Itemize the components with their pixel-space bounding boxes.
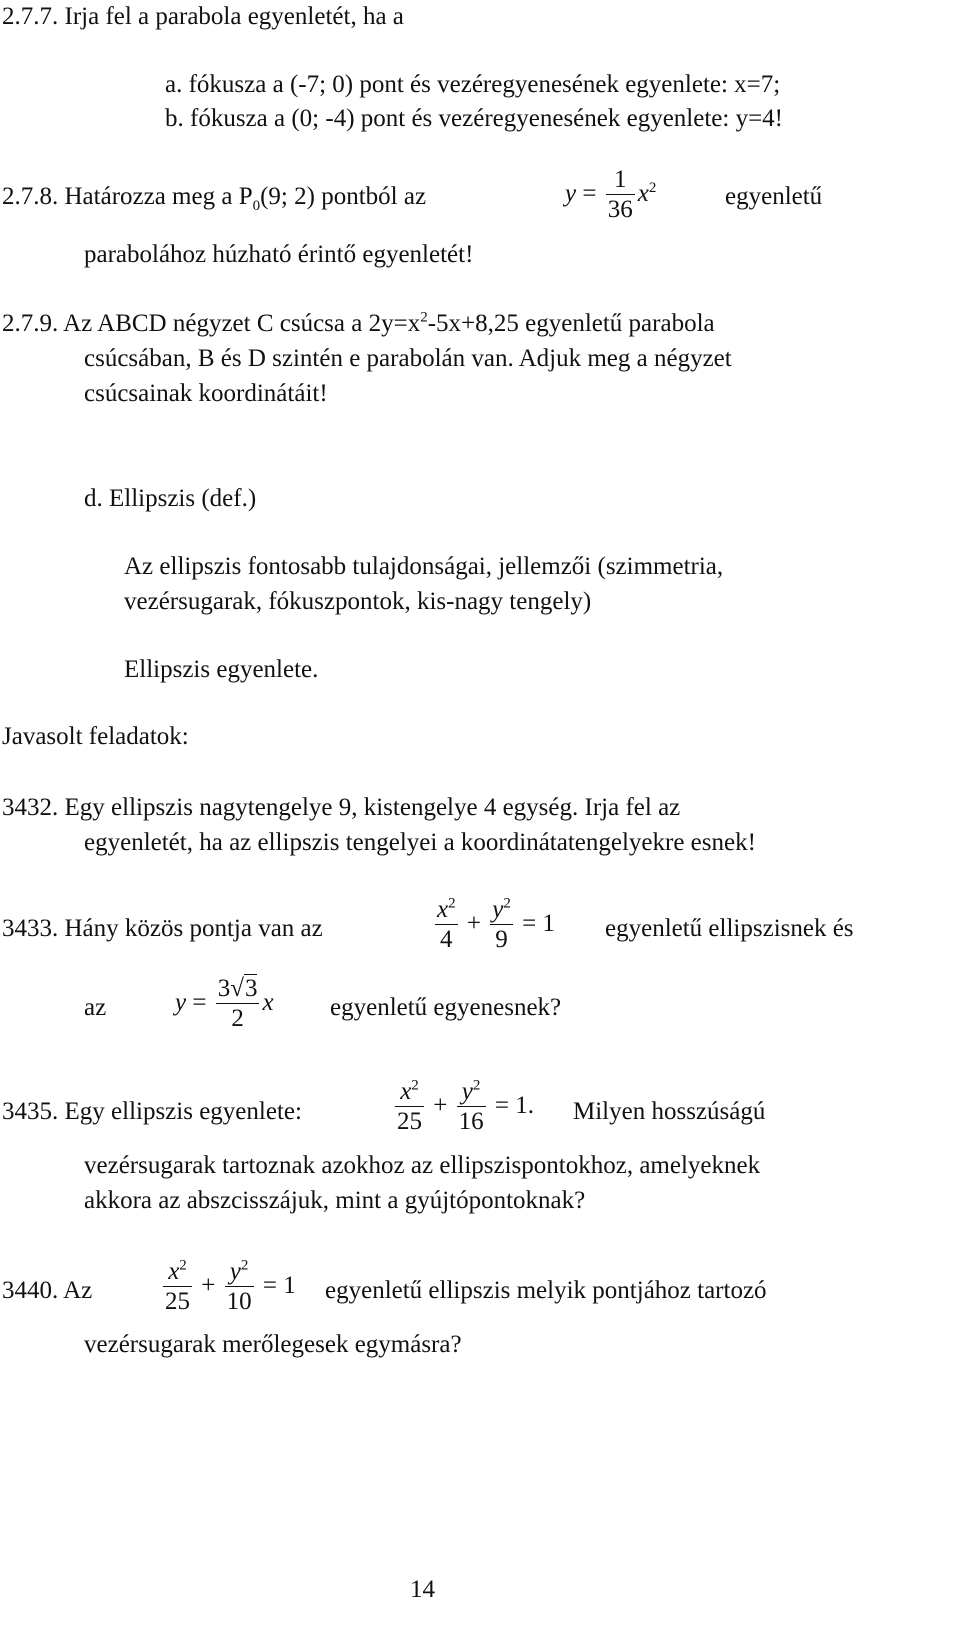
- problem-3435-formula: [392, 1078, 534, 1137]
- equals-one: = 1.: [494, 1092, 534, 1120]
- exp: 2: [411, 1077, 419, 1094]
- formula-eq: =: [582, 180, 597, 208]
- formula-y: y: [565, 180, 577, 208]
- fraction-x2-25: [163, 1258, 192, 1317]
- equals-sign: =: [192, 989, 207, 1017]
- fraction-1-36: [606, 166, 635, 225]
- problem-279-line3: csúcsainak koordinátáit!: [84, 380, 328, 407]
- page-number: 14: [410, 1576, 435, 1603]
- coefficient: 3: [217, 975, 231, 1002]
- problem-278-line1: [2, 182, 426, 212]
- problem-277-title: 2.7.7. Irja fel a parabola egyenletét, ha a: [2, 3, 404, 30]
- fraction-numerator: [435, 896, 458, 924]
- exp: 2: [240, 1257, 249, 1274]
- fraction-denominator: 2: [216, 1003, 260, 1034]
- ellipse-equation-item: Ellipszis egyenlete.: [124, 656, 319, 683]
- problem-3433-formula: [432, 896, 555, 955]
- plus-sign: +: [201, 1272, 216, 1300]
- problem-279-line1: [2, 309, 715, 339]
- var-y: y: [229, 1258, 241, 1285]
- problem-279-line2: csúcsában, B és D szintén e parabolán van. Adjuk meg a négyzet: [84, 345, 732, 372]
- problem-3440-line2: vezérsugarak merőlegesek egymásra?: [84, 1331, 462, 1358]
- radicand: 3: [244, 975, 258, 1002]
- fraction-y2-10: [225, 1258, 254, 1317]
- fraction-denominator: 9: [490, 924, 513, 955]
- exp: 2: [503, 895, 511, 912]
- problem-3432-line1: 3432. Egy ellipszis nagytengelye 9, kistengelye 4 egység. Irja fel az: [2, 794, 681, 821]
- fraction-denominator: 36: [607, 196, 633, 223]
- fraction-x2-4: [435, 896, 458, 955]
- fraction-numerator: [225, 1258, 254, 1286]
- problem-3435-lead: 3435. Egy ellipszis egyenlete:: [2, 1098, 302, 1125]
- problem-278-formula: [565, 166, 656, 225]
- fraction-denominator: 16: [458, 1108, 484, 1135]
- fraction-numerator: [163, 1258, 192, 1286]
- fraction-denominator: 25: [165, 1288, 190, 1315]
- problem-3440-formula: [160, 1258, 296, 1317]
- problem-3433-lead: 3433. Hány közös pontja van az: [2, 915, 323, 942]
- problem-277-a: a. fókusza a (-7; 0) pont és vezéregyenesének egyenlete: x=7;: [165, 71, 781, 98]
- problem-3433-line-formula: [175, 975, 274, 1034]
- fraction-numerator: [457, 1078, 486, 1106]
- fraction-numerator: [395, 1078, 424, 1106]
- exp: 2: [179, 1257, 187, 1274]
- fraction-y2-9: [490, 896, 513, 955]
- ellipse-props-line2: vezérsugarak, fókuszpontok, kis-nagy tengely): [124, 588, 592, 615]
- fraction-denominator: 25: [397, 1108, 422, 1135]
- problem-3432-line2: egyenletét, ha az ellipszis tengelyei a koordinátatengelyekre esnek!: [84, 829, 756, 856]
- fraction-numerator: [490, 896, 513, 924]
- fraction-numerator: 1: [613, 166, 627, 193]
- var-y: y: [492, 896, 504, 923]
- problem-279-part2: -5x+8,25 egyenletű parabola: [427, 310, 715, 337]
- formula-x: x: [637, 180, 649, 208]
- problem-279-part1: 2.7.9. Az ABCD négyzet C csúcsa a 2y=x: [2, 310, 421, 337]
- equals-one: = 1: [522, 910, 555, 938]
- problem-278-after: egyenletű: [725, 183, 823, 210]
- var-x: x: [262, 989, 274, 1017]
- fraction-3sqrt3-2: [216, 975, 260, 1034]
- fraction-numerator: [216, 975, 260, 1003]
- plus-sign: +: [433, 1092, 448, 1120]
- exp: 2: [472, 1077, 481, 1094]
- problem-278-line2: parabolához húzható érintő egyenletét!: [84, 241, 474, 268]
- fraction-denominator: 10: [226, 1288, 252, 1315]
- var-x: x: [400, 1078, 412, 1105]
- problem-277-b: b. fókusza a (0; -4) pont és vezéregyenesének egyenlete: y=4!: [165, 105, 784, 132]
- problem-279-exp: 2: [420, 309, 428, 326]
- formula-exp: 2: [648, 179, 657, 196]
- problem-278-lead: 2.7.8. Határozza meg a P: [2, 183, 253, 210]
- problem-3435-after: Milyen hosszúságú: [573, 1098, 766, 1125]
- fraction-y2-16: [457, 1078, 486, 1137]
- var-y: y: [175, 989, 187, 1017]
- problem-3440-after: egyenletű ellipszis melyik pontjához tartozó: [325, 1277, 767, 1304]
- fraction-x2-25: [395, 1078, 424, 1137]
- problem-3440-lead: 3440. Az: [2, 1277, 93, 1304]
- var-x: x: [168, 1258, 180, 1285]
- var-x: x: [437, 896, 449, 923]
- equals-one: = 1: [262, 1272, 296, 1300]
- suggested-problems-heading: Javasolt feladatok:: [2, 723, 189, 750]
- problem-278-rest: (9; 2) pontból az: [260, 183, 427, 210]
- var-y: y: [461, 1078, 473, 1105]
- section-heading-ellipse: d. Ellipszis (def.): [84, 485, 257, 512]
- problem-278-sub: 0: [252, 198, 261, 214]
- ellipse-props-line1: Az ellipszis fontosabb tulajdonságai, jellemzői (szimmetria,: [124, 553, 724, 580]
- exp: 2: [448, 895, 456, 912]
- problem-3433-after: egyenletű ellipszisnek és: [605, 915, 854, 942]
- plus-sign: +: [466, 910, 481, 938]
- fraction-denominator: 4: [435, 924, 458, 955]
- problem-3435-line2: vezérsugarak tartoznak azokhoz az ellipszispontokhoz, amelyeknek: [84, 1152, 761, 1179]
- sqrt-icon: √3: [230, 975, 258, 1002]
- problem-3433-line2-after: egyenletű egyenesnek?: [330, 994, 562, 1021]
- problem-3435-line3: akkora az abszcisszájuk, mint a gyújtópontoknak?: [84, 1187, 586, 1214]
- problem-3433-line2-lead: az: [84, 994, 107, 1021]
